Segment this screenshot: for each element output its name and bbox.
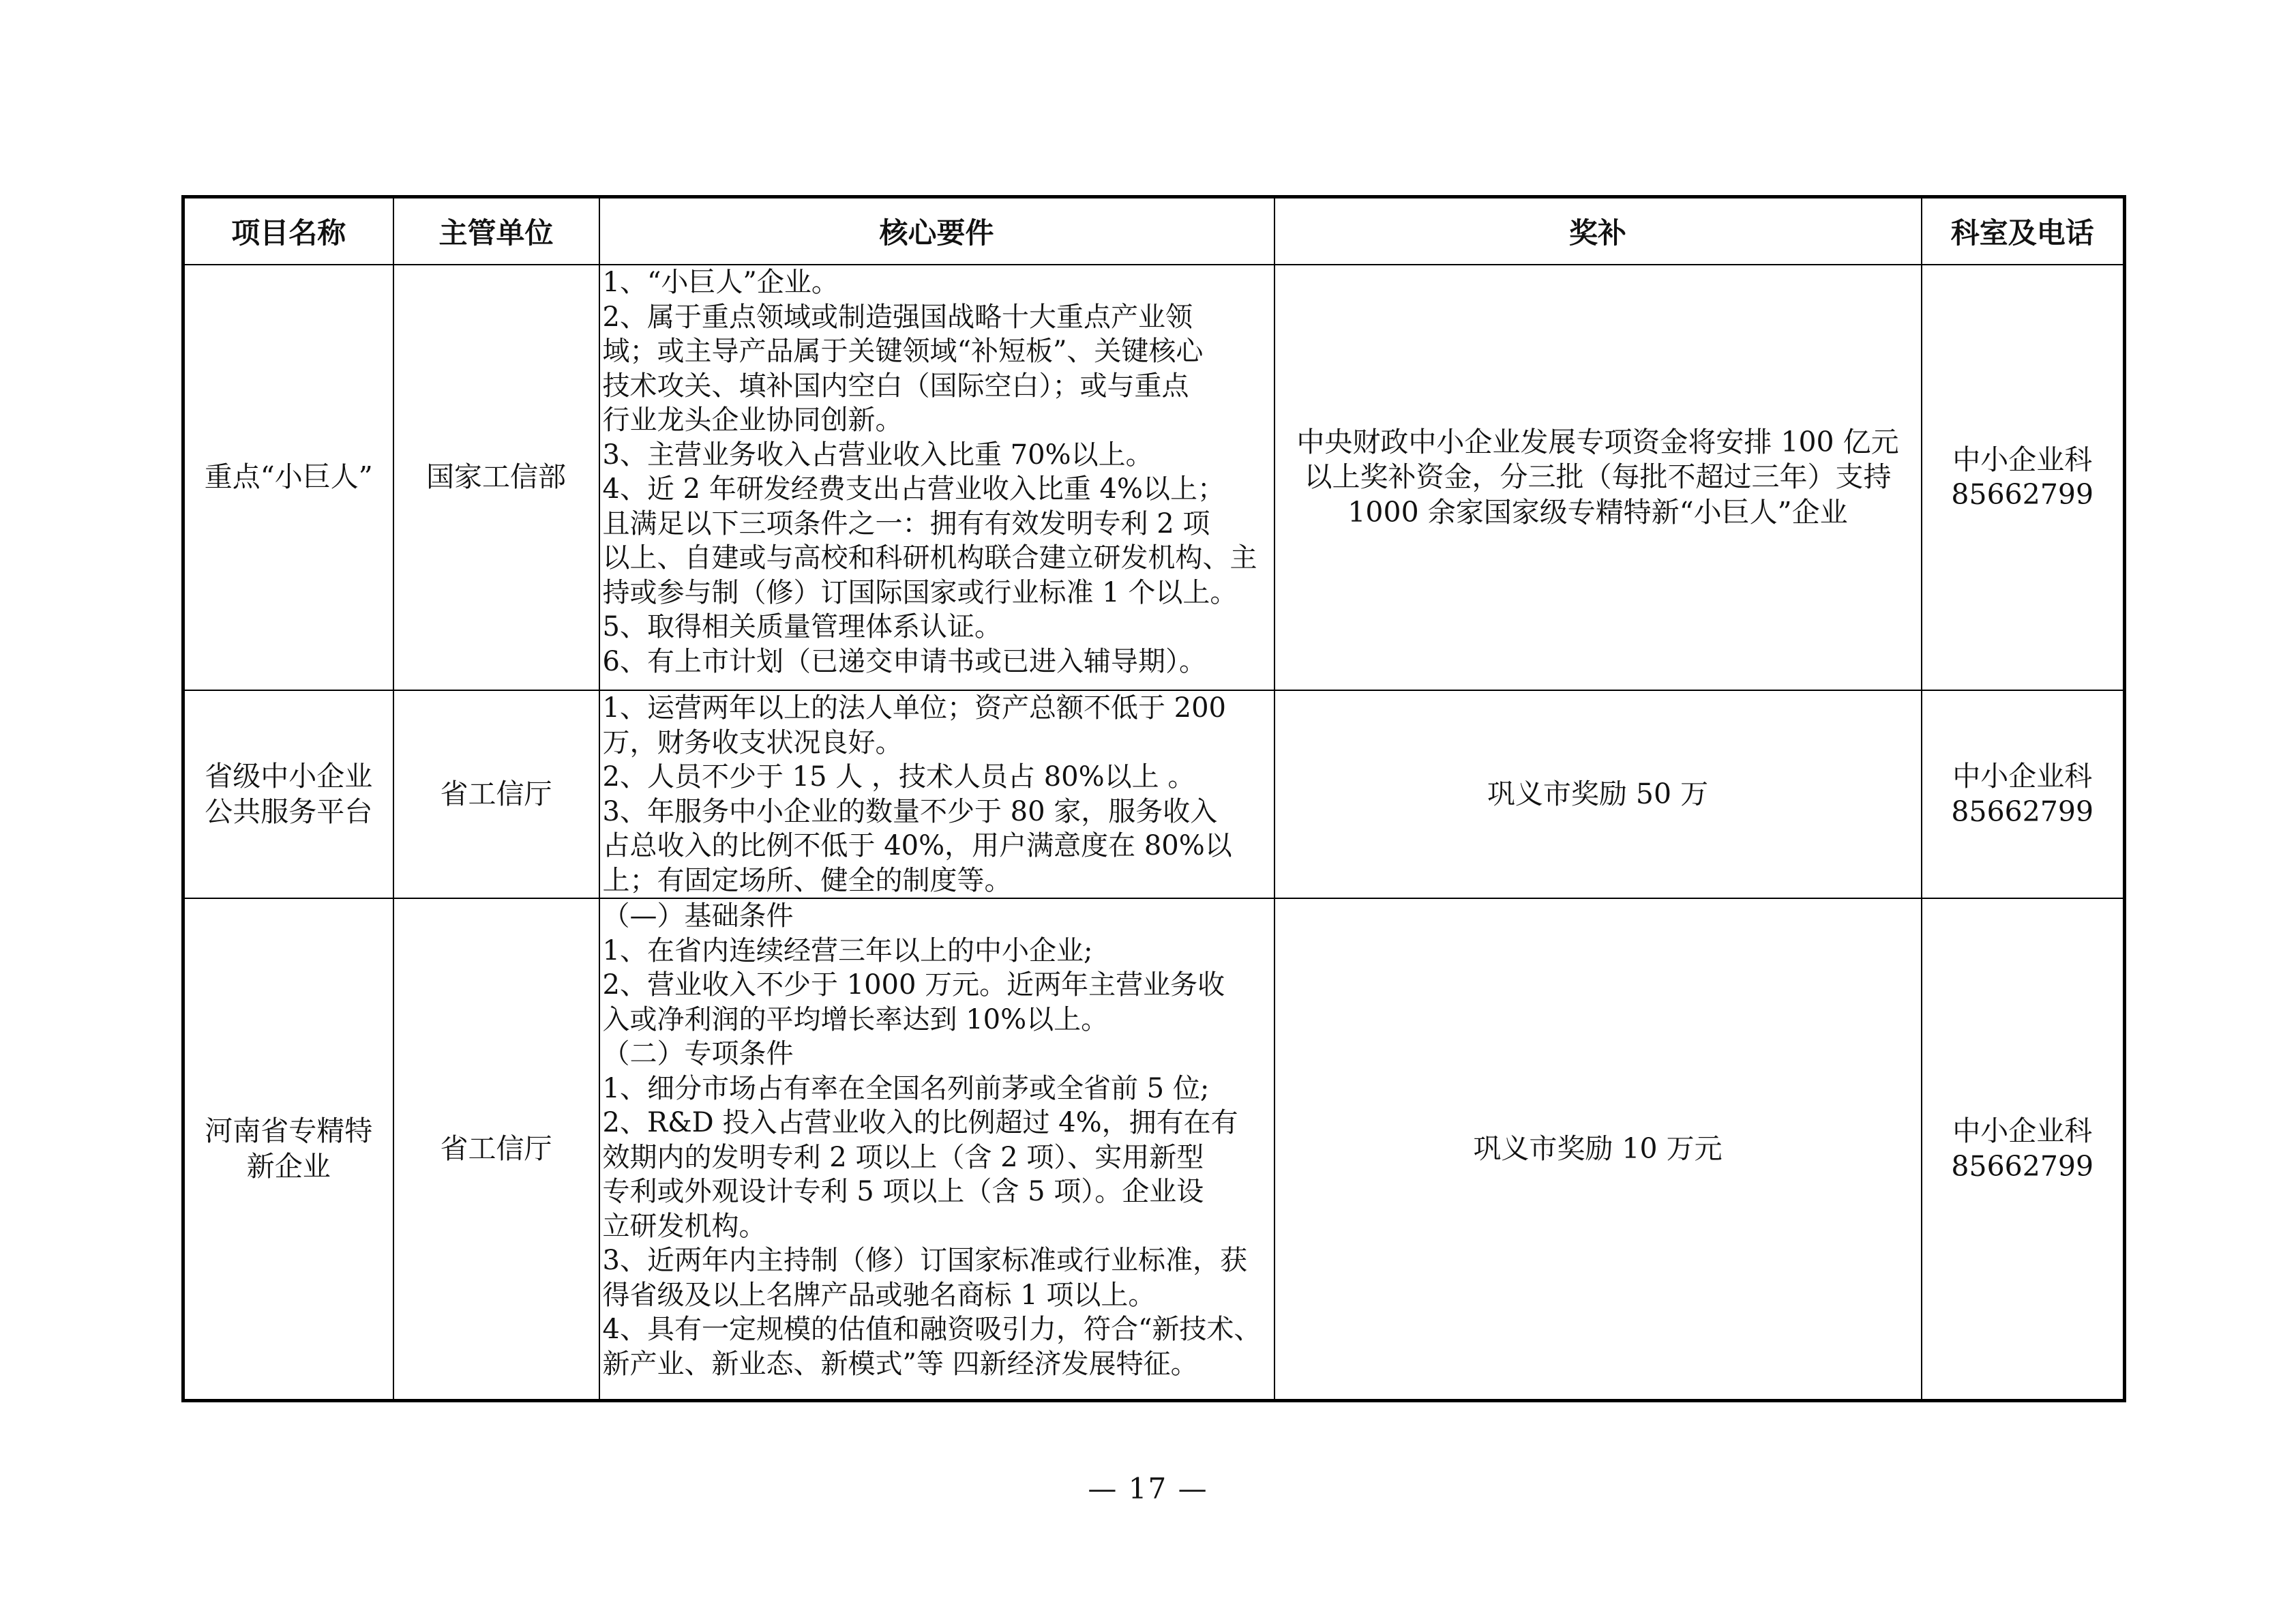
contact-department: 中小企业科 xyxy=(1952,1114,2093,1148)
reward-cell xyxy=(1274,265,1922,690)
reward-cell xyxy=(1274,898,1922,1401)
project-name-cell xyxy=(183,898,393,1401)
project-name-cell xyxy=(183,265,393,690)
reward-cell xyxy=(1274,690,1922,898)
requirement-line: 行业龙头企业协同创新。 xyxy=(602,404,903,436)
requirements-cell xyxy=(599,898,1274,1401)
requirement-line: 立研发机构。 xyxy=(602,1210,766,1242)
requirement-line: （二）专项条件 xyxy=(602,1038,794,1069)
requirement-line: （—）基础条件 xyxy=(602,900,794,932)
requirement-line: 4、近 2 年研发经费支出占营业收入比重 4%以上； xyxy=(602,473,1225,505)
page-number: — 17 — xyxy=(1088,1472,1208,1505)
reward-line: 以上奖补资金，分三批（每批不超过三年）支持 xyxy=(1304,460,1892,494)
project-name-line: 新企业 xyxy=(246,1149,331,1183)
project-name-cell xyxy=(183,690,393,898)
requirement-line: 1、“小巨人”企业。 xyxy=(602,267,839,298)
contact-cell xyxy=(1922,690,2125,898)
reward-line: 巩义市奖励 10 万元 xyxy=(1473,1132,1723,1165)
reward-line: 中央财政中小企业发展专项资金将安排 100 亿元 xyxy=(1296,426,1899,459)
project-name-line: 公共服务平台 xyxy=(205,795,373,828)
requirement-line: 2、属于重点领域或制造强国战略十大重点产业领 xyxy=(602,301,1193,333)
authority-cell: 省工信厅 xyxy=(393,898,599,1401)
requirement-line: 5、取得相关质量管理体系认证。 xyxy=(602,611,1002,643)
project-name-line: 省级中小企业 xyxy=(205,760,373,793)
table-row xyxy=(183,898,2125,1401)
table-header-row xyxy=(183,197,2125,265)
requirements-cell xyxy=(599,265,1274,690)
contact-phone: 85662799 xyxy=(1951,478,2094,511)
requirement-line: 新产业、新业态、新模式”等 四新经济发展特征。 xyxy=(602,1348,1198,1380)
requirement-line: 且满足以下三项条件之一：拥有有效发明专利 2 项 xyxy=(602,507,1210,540)
requirement-line: 1、细分市场占有率在全国名列前茅或全省前 5 位; xyxy=(602,1072,1210,1104)
requirement-line: 域；或主导产品属于关键领域“补短板”、关键核心 xyxy=(602,336,1204,367)
requirement-line: 得省级及以上名牌产品或驰名商标 1 项以上。 xyxy=(602,1279,1156,1311)
contact-cell xyxy=(1922,265,2125,690)
requirement-line: 2、R&D 投入占营业收入的比例超过 4%，拥有在有 xyxy=(602,1107,1238,1138)
column-header-requirements: 核心要件 xyxy=(599,197,1274,265)
requirement-line: 上；有固定场所、健全的制度等。 xyxy=(602,864,1012,896)
requirement-line: 专利或外观设计专利 5 项以上（含 5 项）。企业设 xyxy=(602,1176,1204,1207)
authority-cell: 省工信厅 xyxy=(393,690,599,898)
requirement-line: 效期内的发明专利 2 项以上（含 2 项）、实用新型 xyxy=(602,1141,1204,1173)
reward-line: 1000 余家国家级专精特新“小巨人”企业 xyxy=(1347,495,1848,529)
requirement-line: 技术攻关、填补国内空白（国际空白）；或与重点 xyxy=(602,370,1189,402)
column-header-contact: 科室及电话 xyxy=(1922,197,2125,265)
authority-cell: 国家工信部 xyxy=(393,265,599,690)
requirement-line: 4、具有一定规模的估值和融资吸引力，符合“新技术、 xyxy=(602,1314,1262,1345)
requirement-line: 6、有上市计划（已递交申请书或已进入辅导期）。 xyxy=(602,645,1206,677)
requirement-line: 3、主营业务收入占营业收入比重 70%以上。 xyxy=(602,439,1153,471)
requirement-line: 3、年服务中小企业的数量不少于 80 家，服务收入 xyxy=(602,795,1218,827)
policy-table xyxy=(181,195,2126,1402)
column-header-authority: 主管单位 xyxy=(393,197,599,265)
requirement-line: 3、近两年内主持制（修）订国家标准或行业标准，获 xyxy=(602,1245,1247,1276)
requirement-line: 2、人员不少于 15 人 ，技术人员占 80%以上 。 xyxy=(602,761,1195,793)
requirement-line: 1、在省内连续经营三年以上的中小企业; xyxy=(602,934,1093,966)
table-row xyxy=(183,690,2125,898)
contact-phone: 85662799 xyxy=(1951,795,2094,828)
table-row xyxy=(183,265,2125,690)
project-name-line: 河南省专精特 xyxy=(205,1114,373,1148)
requirement-line: 2、营业收入不少于 1000 万元。近两年主营业务收 xyxy=(602,969,1225,1001)
contact-department: 中小企业科 xyxy=(1952,760,2093,793)
contact-cell xyxy=(1922,898,2125,1401)
requirement-line: 万，财务收支状况良好。 xyxy=(602,726,903,758)
requirement-line: 1、运营两年以上的法人单位；资产总额不低于 200 xyxy=(602,692,1227,724)
column-header-project-name: 项目名称 xyxy=(183,197,393,265)
contact-department: 中小企业科 xyxy=(1952,443,2093,476)
reward-line: 巩义市奖励 50 万 xyxy=(1487,777,1709,810)
column-header-reward: 奖补 xyxy=(1274,197,1922,265)
requirement-line: 入或净利润的平均增长率达到 10%以上。 xyxy=(602,1003,1109,1035)
project-name-line: 重点“小巨人” xyxy=(204,460,373,494)
contact-phone: 85662799 xyxy=(1951,1149,2094,1183)
requirement-line: 占总收入的比例不低于 40%，用户满意度在 80%以 xyxy=(602,830,1232,861)
requirement-line: 以上、自建或与高校和科研机构联合建立研发机构、主 xyxy=(602,542,1257,574)
requirements-cell xyxy=(599,690,1274,898)
requirement-line: 持或参与制（修）订国际国家或行业标准 1 个以上。 xyxy=(602,576,1238,608)
